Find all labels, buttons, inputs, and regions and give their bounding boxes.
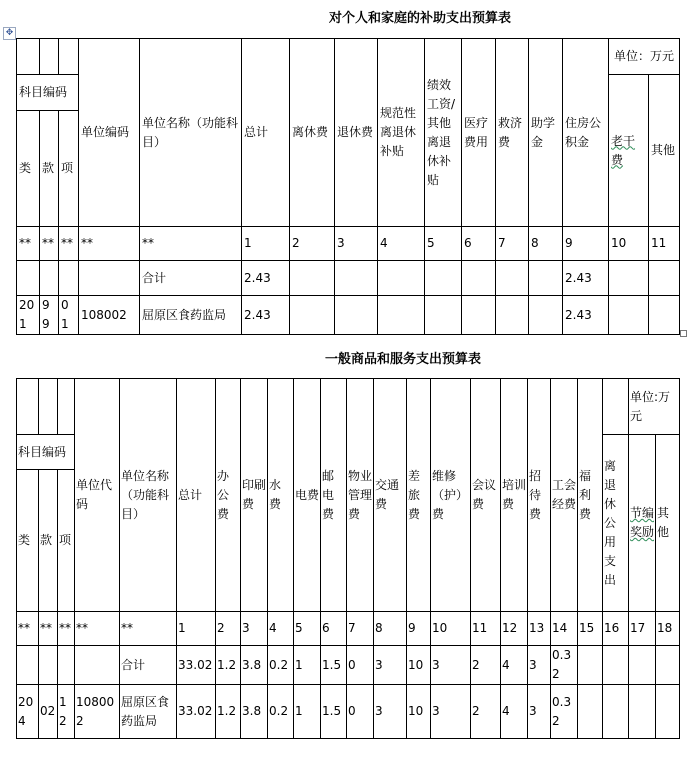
blank-cell (79, 261, 140, 296)
unit-label: 单位:万元 (629, 379, 680, 435)
header-lixiu: 离休费 (290, 39, 335, 227)
blank-cell (290, 296, 335, 335)
index-cell: 10 (431, 612, 471, 646)
table-resize-handle-icon[interactable] (680, 330, 687, 337)
index-cell: 9 (407, 612, 431, 646)
cell-zhaodai: 3 (528, 685, 551, 739)
cell-xiang: 01 (59, 296, 79, 335)
blank-cell (656, 685, 680, 739)
blank-cell (378, 296, 425, 335)
blank-cell (425, 261, 462, 296)
header-xiang: 项 (58, 470, 75, 612)
unit-label: 单位：万元 (609, 39, 680, 75)
sum-gonghui: 0.32 (551, 646, 578, 685)
header-total: 总计 (177, 379, 216, 612)
cell-shui: 0.2 (268, 685, 294, 739)
header-zhufang: 住房公积金 (563, 39, 609, 227)
sum-weixiu: 3 (431, 646, 471, 685)
header-xiang: 项 (59, 111, 79, 227)
blank-cell (578, 646, 603, 685)
sum-shui: 0.2 (268, 646, 294, 685)
sum-total: 33.02 (177, 646, 216, 685)
blank-cell (378, 261, 425, 296)
sum-bangong: 1.2 (216, 646, 241, 685)
index-cell: 16 (603, 612, 629, 646)
sum-zhaodai: 3 (528, 646, 551, 685)
index-cell: 6 (321, 612, 347, 646)
index-cell: 5 (425, 227, 462, 261)
header-subject-code: 科目编码 (17, 435, 75, 470)
header-fuli: 福利费 (578, 379, 603, 612)
header-lei: 类 (17, 111, 40, 227)
header-jiebian: 节编奖励 (629, 435, 656, 612)
blank-cell (59, 261, 79, 296)
index-cell: ** (79, 227, 140, 261)
table-row-sum (17, 646, 680, 685)
table-row-index (17, 612, 680, 646)
header-laogan: 老干费 (609, 75, 649, 227)
header-zhuxue: 助学金 (529, 39, 563, 227)
cell-chailv: 10 (407, 685, 431, 739)
sum-jiaotong: 3 (374, 646, 407, 685)
sum-zhufang: 2.43 (563, 261, 609, 296)
blank-cell (529, 296, 563, 335)
cell-yinshua: 3.8 (241, 685, 268, 739)
blank-cell (17, 646, 39, 685)
index-cell: 14 (551, 612, 578, 646)
sum-peixun: 4 (501, 646, 528, 685)
blank-cell (496, 261, 529, 296)
index-cell: ** (59, 227, 79, 261)
cell-weixiu: 3 (431, 685, 471, 739)
sum-youdian: 1.5 (321, 646, 347, 685)
blank-cell (290, 261, 335, 296)
header-unit-code: 单位编码 (79, 39, 140, 227)
index-cell: 13 (528, 612, 551, 646)
header-weixiu: 维修（护）费 (431, 379, 471, 612)
cell-total: 2.43 (242, 296, 290, 335)
index-cell: ** (75, 612, 120, 646)
cell-unit-code: 108002 (75, 685, 120, 739)
header-wuye: 物业管理费 (347, 379, 374, 612)
header-chailv: 差旅费 (407, 379, 431, 612)
blank-cell (496, 296, 529, 335)
index-cell: 2 (290, 227, 335, 261)
cell-total: 33.02 (177, 685, 216, 739)
header-unit-name: 单位名称（功能科目） (120, 379, 177, 612)
blank-cell (603, 646, 629, 685)
header-bangong: 办公费 (216, 379, 241, 612)
sum-wuye: 0 (347, 646, 374, 685)
sum-total: 2.43 (242, 261, 290, 296)
index-cell: 1 (177, 612, 216, 646)
blank-cell (335, 261, 378, 296)
sum-dian: 1 (294, 646, 321, 685)
cell-kuan: 02 (39, 685, 58, 739)
blank-cell (609, 261, 649, 296)
header-youdian: 邮电费 (321, 379, 347, 612)
header-qita: 其他 (656, 435, 680, 612)
blank-cell (462, 296, 496, 335)
cell-gonghui: 0.32 (551, 685, 578, 739)
cell-zhufang: 2.43 (563, 296, 609, 335)
blank-cell (17, 39, 40, 75)
index-cell: 4 (378, 227, 425, 261)
blank-cell (578, 685, 603, 739)
header-shui: 水费 (268, 379, 294, 612)
header-jixiao: 绩效工资/其他离退休补贴 (425, 39, 462, 227)
sum-yinshua: 3.8 (241, 646, 268, 685)
cell-kuan: 99 (40, 296, 59, 335)
index-cell: 8 (374, 612, 407, 646)
table-row-index (17, 227, 680, 261)
index-cell: 8 (529, 227, 563, 261)
cell-unit-name: 屈原区食药监局 (120, 685, 177, 739)
header-unit-name: 单位名称（功能科目） (140, 39, 242, 227)
index-cell: 1 (242, 227, 290, 261)
goods-services-budget-table (16, 378, 680, 739)
index-cell: 9 (563, 227, 609, 261)
index-cell: 4 (268, 612, 294, 646)
index-cell: ** (17, 227, 40, 261)
table2-title: 一般商品和服务支出预算表 (325, 352, 482, 367)
cell-lei: 204 (17, 685, 39, 739)
header-qita: 其他 (649, 75, 680, 227)
header-zhaodai: 招待费 (528, 379, 551, 612)
index-cell: 7 (496, 227, 529, 261)
index-cell: 10 (609, 227, 649, 261)
blank-cell (75, 646, 120, 685)
table-move-handle-icon[interactable]: ✥ (3, 27, 16, 40)
sum-huiyi: 2 (471, 646, 501, 685)
blank-cell (656, 646, 680, 685)
header-kuan: 款 (40, 111, 59, 227)
blank-cell (39, 646, 58, 685)
cell-lei: 201 (17, 296, 40, 335)
cell-jiaotong: 3 (374, 685, 407, 739)
header-yiliao: 医疗费用 (462, 39, 496, 227)
cell-dian: 1 (294, 685, 321, 739)
header-subject-code: 科目编码 (17, 75, 79, 111)
header-total: 总计 (242, 39, 290, 227)
blank-cell (58, 646, 75, 685)
index-cell: ** (120, 612, 177, 646)
blank-cell (529, 261, 563, 296)
cell-huiyi: 2 (471, 685, 501, 739)
table1-title: 对个人和家庭的补助支出预算表 (329, 11, 512, 26)
header-peixun: 培训费 (501, 379, 528, 612)
index-cell: 17 (629, 612, 656, 646)
index-cell: ** (140, 227, 242, 261)
blank-cell (39, 379, 58, 435)
subsidy-budget-table (16, 38, 680, 335)
header-yinshua: 印刷费 (241, 379, 268, 612)
blank-cell (649, 296, 680, 335)
header-lei: 类 (17, 470, 39, 612)
header-jiaotong: 交通费 (374, 379, 407, 612)
blank-cell (59, 39, 79, 75)
blank-cell (462, 261, 496, 296)
blank-cell (58, 379, 75, 435)
header-unit-code: 单位代码 (75, 379, 120, 612)
index-cell: 18 (656, 612, 680, 646)
index-cell: ** (39, 612, 58, 646)
index-cell: 5 (294, 612, 321, 646)
index-cell: 11 (649, 227, 680, 261)
index-cell: 15 (578, 612, 603, 646)
blank-cell (609, 296, 649, 335)
header-jiuji: 救济费 (496, 39, 529, 227)
index-cell: 3 (335, 227, 378, 261)
cell-bangong: 1.2 (216, 685, 241, 739)
index-cell: 12 (501, 612, 528, 646)
cell-xiang: 12 (58, 685, 75, 739)
index-cell: ** (40, 227, 59, 261)
cell-unit-name: 屈原区食药监局 (140, 296, 242, 335)
sum-chailv: 10 (407, 646, 431, 685)
blank-cell (629, 685, 656, 739)
table-row-sum (17, 261, 680, 296)
blank-cell (40, 261, 59, 296)
index-cell: 7 (347, 612, 374, 646)
index-cell: ** (58, 612, 75, 646)
cell-youdian: 1.5 (321, 685, 347, 739)
header-guifan: 规范性离退休补贴 (378, 39, 425, 227)
blank-cell (603, 685, 629, 739)
index-cell: 2 (216, 612, 241, 646)
cell-peixun: 4 (501, 685, 528, 739)
blank-cell (335, 296, 378, 335)
blank-cell (17, 379, 39, 435)
blank-cell (649, 261, 680, 296)
blank-cell (425, 296, 462, 335)
header-tuixiu: 退休费 (335, 39, 378, 227)
sum-label: 合计 (140, 261, 242, 296)
header-huiyi: 会议费 (471, 379, 501, 612)
blank-cell (17, 261, 40, 296)
header-gonghui: 工会经费 (551, 379, 578, 612)
table-row-data (17, 685, 680, 739)
header-lituixiu: 离退休公用支出 (603, 435, 629, 612)
header-kuan: 款 (39, 470, 58, 612)
cell-wuye: 0 (347, 685, 374, 739)
blank-cell (40, 39, 59, 75)
index-cell: 3 (241, 612, 268, 646)
index-cell: 11 (471, 612, 501, 646)
blank-cell (629, 646, 656, 685)
blank-cell (603, 379, 629, 435)
index-cell: ** (17, 612, 39, 646)
cell-unit-code: 108002 (79, 296, 140, 335)
table-row-data (17, 296, 680, 335)
header-dian: 电费 (294, 379, 321, 612)
sum-label: 合计 (120, 646, 177, 685)
index-cell: 6 (462, 227, 496, 261)
